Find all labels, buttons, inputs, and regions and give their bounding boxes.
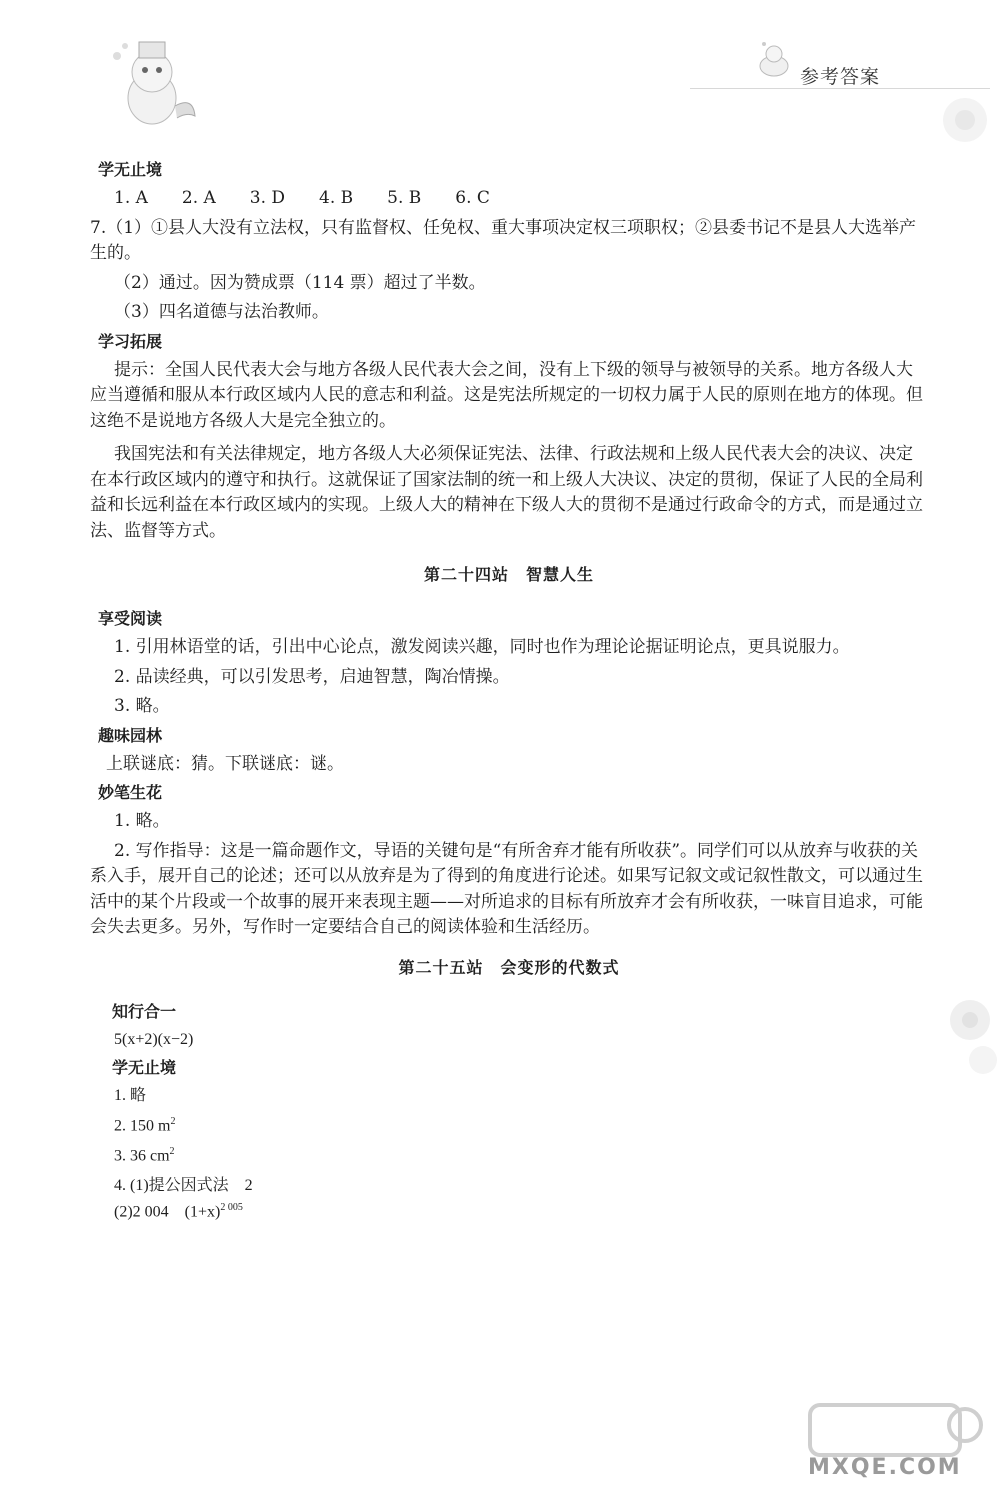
answer-paragraph: 我国宪法和有关法律规定，地方各级人大必须保证宪法、法律、行政法规和上级人民代表大会的决议、决定在本行政区域内的遵守和执行。这就保证了国家法制的统一和上级人大决议、决定的贯彻，保证了人民的全局利益和长远利益在本行政区域内的实现。上级人大的精神在下级人大的贯彻不是通过行政命令的方式，而是通过立法、监督等方式。 <box>90 444 923 541</box>
answer-paragraph: 2. 写作指导：这是一篇命题作文，导语的关键句是“有所舍弃才能有所收获”。同学们可以从放弃与收获的关系入手，展开自己的论述；还可以从放弃是为了得到的角度进行论述。如果写记叙文或记叙性散文，可以通过生活中的某个片段或一个故事的展开来表现主题——对所追求的目标有所放弃才会有所收获，一味盲目追求，可能会失去更多。另外，写作时一定要结合自己的阅读体验和生活经历。 <box>90 840 923 937</box>
answer-paragraph: 1. 引用林语堂的话，引出中心论点，激发阅读兴趣，同时也作为理论论据证明论点，更具说服力。 <box>114 637 850 657</box>
answer-paragraph: 上联谜底：猜。下联谜底：谜。 <box>106 753 344 774</box>
exponent: 2 005 <box>220 1202 243 1214</box>
math-answer-text: (2)2 004 (1+x) <box>114 1203 221 1221</box>
watermark-text: MXQE.COM <box>808 1455 962 1480</box>
answer-content <box>90 158 928 1224</box>
section-heading: 学无止境 <box>98 160 163 179</box>
math-answer: 1. 略 <box>114 1086 147 1104</box>
answer-paragraph: 提示：全国人民代表大会与地方各级人民代表大会之间，没有上下级的领导与被领导的关系。地方各级人大应当遵循和服从本行政区域内人民的意志和利益。这是宪法所规定的一切权力属于人民的原则在地方的体现。但这绝不是说地方各级人大是完全独立的。 <box>90 359 923 431</box>
header-title: 参考答案 <box>800 66 881 88</box>
section-heading: 学习拓展 <box>98 331 163 351</box>
section-heading: 妙笔生花 <box>98 783 163 802</box>
exponent: 2 <box>170 1115 176 1127</box>
section-heading: 学无止境 <box>112 1057 177 1077</box>
math-answer: 4. (1)提公因式法 2 <box>114 1177 253 1195</box>
mc-answers: 1. A 2. A 3. D 4. B 5. B 6. C <box>114 188 490 208</box>
answer-paragraph: 1. 略。 <box>114 811 170 831</box>
answer-paragraph: （3）四名道德与法治教师。 <box>114 302 329 322</box>
answer-paragraph: 7.（1）①县人大没有立法权，只有监督权、任免权、重大事项决定权三项职权；②县委书记不是县人大选举产生的。 <box>90 217 917 263</box>
station-title: 第二十四站 智慧人生 <box>423 565 594 584</box>
raccoon-mascot-icon <box>105 36 200 136</box>
flower-decoration-icon <box>930 85 1000 155</box>
station-title: 第二十五站 会变形的代数式 <box>398 957 620 977</box>
answer-paragraph: 3. 略。 <box>114 696 170 716</box>
math-answer-text: 3. 36 cm <box>114 1147 170 1165</box>
answer-paragraph: （2）通过。因为赞成票（114 票）超过了半数。 <box>114 272 486 293</box>
answer-paragraph: 2. 品读经典，可以引发思考，启迪智慧，陶冶情操。 <box>114 666 510 687</box>
section-heading: 趣味园林 <box>98 725 163 745</box>
exponent: 2 <box>169 1145 175 1157</box>
mascot-small-icon <box>752 38 796 82</box>
math-answer-power <box>90 1200 928 1224</box>
math-answer: 5(x+2)(x−2) <box>114 1030 194 1048</box>
section-heading: 知行合一 <box>112 1001 177 1021</box>
section-heading: 享受阅读 <box>98 609 163 628</box>
flower-decoration-icon <box>935 990 1000 1080</box>
math-answer-area-2 <box>90 1144 928 1168</box>
math-answer-area-1 <box>90 1114 928 1138</box>
math-answer-text: 2. 150 m <box>114 1116 171 1134</box>
